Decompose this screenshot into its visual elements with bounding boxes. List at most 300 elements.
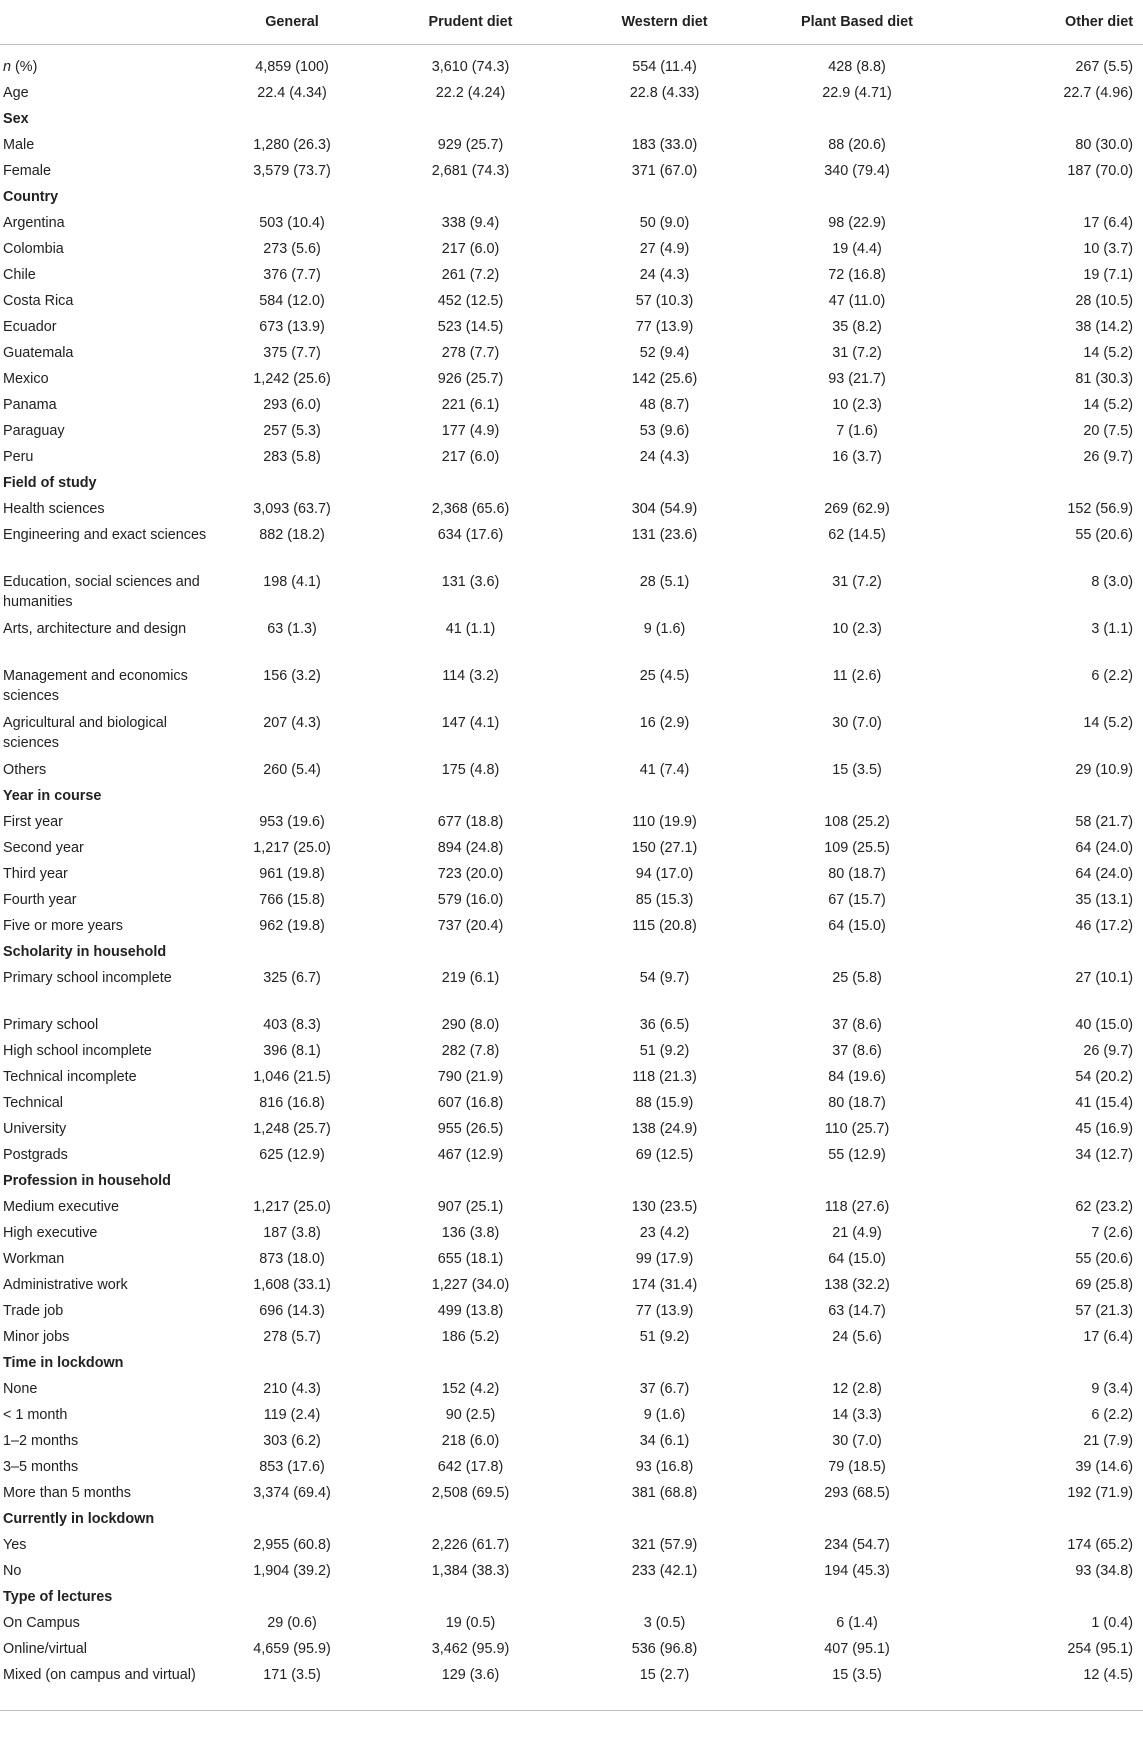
table-row xyxy=(0,341,1143,367)
table-row xyxy=(0,1325,1143,1351)
cell-western-diet: 142 (25.6) xyxy=(631,370,698,387)
row-label: University xyxy=(3,1120,67,1137)
section-label: Country xyxy=(3,188,59,205)
table-row xyxy=(0,810,1143,836)
cell-plant-based-diet: 37 (8.6) xyxy=(832,1016,882,1033)
cell-general: 396 (8.1) xyxy=(263,1042,321,1059)
cell-general: 283 (5.8) xyxy=(263,448,321,465)
row-label: Arts, architecture and design xyxy=(3,620,187,637)
row-label: Male xyxy=(3,136,35,153)
cell-plant-based-diet: 24 (5.6) xyxy=(832,1328,882,1345)
table-row xyxy=(0,570,1143,617)
cell-western-diet: 131 (23.6) xyxy=(631,526,698,543)
cell-plant-based-diet: 80 (18.7) xyxy=(828,1094,886,1111)
row-label: Paraguay xyxy=(3,422,65,439)
cell-prudent-diet: 186 (5.2) xyxy=(441,1328,500,1345)
cell-western-diet: 51 (9.2) xyxy=(639,1328,690,1345)
cell-western-diet: 304 (54.9) xyxy=(631,500,698,517)
row-label: Mexico xyxy=(3,370,49,387)
table-row xyxy=(0,81,1143,107)
cell-prudent-diet: 147 (4.1) xyxy=(441,714,500,731)
row-label: Education, social sciences and humanities xyxy=(3,573,200,610)
cell-prudent-diet: 175 (4.8) xyxy=(441,761,500,778)
section-header-row xyxy=(0,185,1143,211)
cell-general: 4,659 (95.9) xyxy=(253,1640,331,1657)
cell-prudent-diet: 790 (21.9) xyxy=(437,1068,504,1085)
cell-general: 816 (16.8) xyxy=(259,1094,325,1111)
cell-other-diet: 34 (12.7) xyxy=(1075,1146,1133,1163)
cell-general: 119 (2.4) xyxy=(263,1406,321,1423)
table-row xyxy=(0,758,1143,784)
header-plant-based-diet: Plant Based diet xyxy=(754,0,960,44)
cell-other-diet: 14 (5.2) xyxy=(1083,714,1133,731)
header-other-diet: Other diet xyxy=(960,0,1143,44)
table-row xyxy=(0,1611,1143,1637)
cell-western-diet: 50 (9.0) xyxy=(639,214,690,231)
cell-prudent-diet: 607 (16.8) xyxy=(437,1094,504,1111)
cell-other-diet: 26 (9.7) xyxy=(1083,448,1133,465)
row-label: Workman xyxy=(3,1250,65,1267)
cell-prudent-diet: 22.2 (4.24) xyxy=(435,84,506,101)
cell-plant-based-diet: 79 (18.5) xyxy=(828,1458,886,1475)
cell-prudent-diet: 217 (6.0) xyxy=(441,240,500,257)
cell-prudent-diet: 136 (3.8) xyxy=(441,1224,500,1241)
cell-general: 1,046 (21.5) xyxy=(253,1068,331,1085)
cell-general: 403 (8.3) xyxy=(263,1016,321,1033)
cell-general: 873 (18.0) xyxy=(259,1250,325,1267)
cell-western-diet: 174 (31.4) xyxy=(631,1276,698,1293)
table-row xyxy=(0,1195,1143,1221)
cell-prudent-diet: 2,508 (69.5) xyxy=(431,1484,510,1501)
cell-prudent-diet: 290 (8.0) xyxy=(441,1016,500,1033)
cell-plant-based-diet: 269 (62.9) xyxy=(824,500,890,517)
cell-western-diet: 85 (15.3) xyxy=(635,891,694,908)
header-blank xyxy=(0,0,218,44)
cell-prudent-diet: 3,610 (74.3) xyxy=(431,58,510,75)
cell-prudent-diet: 221 (6.1) xyxy=(441,396,500,413)
table-row xyxy=(0,1039,1143,1065)
cell-plant-based-diet: 108 (25.2) xyxy=(824,813,890,830)
cell-plant-based-diet: 35 (8.2) xyxy=(832,318,882,335)
cell-western-diet: 52 (9.4) xyxy=(639,344,690,361)
cell-plant-based-diet: 10 (2.3) xyxy=(832,620,882,637)
cell-other-diet: 17 (6.4) xyxy=(1083,1328,1133,1345)
cell-plant-based-diet: 21 (4.9) xyxy=(832,1224,882,1241)
cell-plant-based-diet: 138 (32.2) xyxy=(824,1276,890,1293)
cell-prudent-diet: 2,681 (74.3) xyxy=(431,162,510,179)
cell-prudent-diet: 452 (12.5) xyxy=(437,292,504,309)
cell-general: 3,093 (63.7) xyxy=(253,500,331,517)
table-row xyxy=(0,133,1143,159)
table-row xyxy=(0,1013,1143,1039)
cell-general: 260 (5.4) xyxy=(263,761,321,778)
cell-general: 1,608 (33.1) xyxy=(253,1276,331,1293)
table-row xyxy=(0,1143,1143,1169)
table-row xyxy=(0,1221,1143,1247)
cell-general: 584 (12.0) xyxy=(259,292,325,309)
cell-western-diet: 15 (2.7) xyxy=(639,1666,690,1683)
cell-western-diet: 22.8 (4.33) xyxy=(629,84,700,101)
cell-plant-based-diet: 11 (2.6) xyxy=(832,667,882,684)
cell-prudent-diet: 467 (12.9) xyxy=(437,1146,504,1163)
cell-other-diet: 81 (30.3) xyxy=(1075,370,1133,387)
cell-general: 673 (13.9) xyxy=(259,318,325,335)
cell-prudent-diet: 499 (13.8) xyxy=(437,1302,504,1319)
section-label: Currently in lockdown xyxy=(3,1510,155,1527)
cell-other-diet: 7 (2.6) xyxy=(1091,1224,1133,1241)
cell-western-diet: 130 (23.5) xyxy=(631,1198,698,1215)
section-header-row xyxy=(0,1351,1143,1377)
cell-western-diet: 69 (12.5) xyxy=(635,1146,694,1163)
cell-prudent-diet: 114 (3.2) xyxy=(442,667,499,684)
cell-other-diet: 57 (21.3) xyxy=(1075,1302,1133,1319)
cell-prudent-diet: 282 (7.8) xyxy=(441,1042,500,1059)
table-row xyxy=(0,1637,1143,1663)
section-label: Year in course xyxy=(3,787,102,804)
cell-general: 210 (4.3) xyxy=(263,1380,321,1397)
table-row xyxy=(0,1117,1143,1143)
row-label: Age xyxy=(3,84,29,101)
cell-other-diet: 174 (65.2) xyxy=(1067,1536,1133,1553)
cell-general: 696 (14.3) xyxy=(259,1302,325,1319)
cell-other-diet: 254 (95.1) xyxy=(1067,1640,1133,1657)
row-label: Ecuador xyxy=(3,318,57,335)
cell-general: 198 (4.1) xyxy=(263,573,321,590)
cell-western-diet: 24 (4.3) xyxy=(639,448,690,465)
table-row xyxy=(0,1091,1143,1117)
cell-other-diet: 39 (14.6) xyxy=(1075,1458,1133,1475)
cell-plant-based-diet: 407 (95.1) xyxy=(824,1640,890,1657)
cell-plant-based-diet: 110 (25.7) xyxy=(824,1120,890,1137)
cell-other-diet: 3 (1.1) xyxy=(1091,620,1133,637)
table-row xyxy=(0,1429,1143,1455)
cell-prudent-diet: 926 (25.7) xyxy=(437,370,504,387)
cell-plant-based-diet: 63 (14.7) xyxy=(828,1302,886,1319)
cell-general: 171 (3.5) xyxy=(263,1666,321,1683)
row-label: Yes xyxy=(3,1536,27,1553)
cell-other-diet: 12 (4.5) xyxy=(1083,1666,1133,1683)
cell-plant-based-diet: 64 (15.0) xyxy=(828,1250,886,1267)
cell-plant-based-diet: 47 (11.0) xyxy=(828,292,886,309)
cell-other-diet: 93 (34.8) xyxy=(1075,1562,1133,1579)
row-label: Others xyxy=(3,761,47,778)
cell-western-diet: 554 (11.4) xyxy=(632,58,697,75)
cell-plant-based-diet: 88 (20.6) xyxy=(828,136,886,153)
cell-prudent-diet: 219 (6.1) xyxy=(441,969,500,986)
cell-other-diet: 58 (21.7) xyxy=(1075,813,1133,830)
cell-western-diet: 53 (9.6) xyxy=(639,422,690,439)
cell-western-diet: 34 (6.1) xyxy=(639,1432,690,1449)
row-label: Argentina xyxy=(3,214,65,231)
table-row xyxy=(0,1247,1143,1273)
section-header-row xyxy=(0,1507,1143,1533)
cell-plant-based-diet: 31 (7.2) xyxy=(832,344,882,361)
cell-prudent-diet: 2,368 (65.6) xyxy=(431,500,510,517)
section-label: Scholarity in household xyxy=(3,943,167,960)
table-row xyxy=(0,1559,1143,1585)
table-row xyxy=(0,159,1143,185)
cell-other-diet: 64 (24.0) xyxy=(1075,839,1133,856)
cell-general: 303 (6.2) xyxy=(263,1432,321,1449)
cell-prudent-diet: 41 (1.1) xyxy=(445,620,496,637)
cell-western-diet: 36 (6.5) xyxy=(639,1016,690,1033)
table-row xyxy=(0,289,1143,315)
cell-general: 503 (10.4) xyxy=(259,214,325,231)
cell-general: 1,280 (26.3) xyxy=(253,136,331,153)
cell-western-diet: 27 (4.9) xyxy=(639,240,690,257)
cell-plant-based-diet: 428 (8.8) xyxy=(828,58,886,75)
section-header-row xyxy=(0,471,1143,497)
cell-western-diet: 118 (21.3) xyxy=(632,1068,697,1085)
cell-western-diet: 93 (16.8) xyxy=(635,1458,694,1475)
cell-prudent-diet: 261 (7.2) xyxy=(441,266,500,283)
row-label: Peru xyxy=(3,448,34,465)
cell-general: 1,242 (25.6) xyxy=(253,370,331,387)
header-western-diet: Western diet xyxy=(575,0,754,44)
row-label-italic: n xyxy=(3,58,12,75)
cell-plant-based-diet: 22.9 (4.71) xyxy=(822,84,892,101)
table-row xyxy=(0,445,1143,471)
row-label: 1–2 months xyxy=(3,1432,79,1449)
table-row xyxy=(0,1377,1143,1403)
table-row xyxy=(0,836,1143,862)
cell-western-diet: 99 (17.9) xyxy=(635,1250,694,1267)
row-label: None xyxy=(3,1380,38,1397)
cell-general: 325 (6.7) xyxy=(263,969,321,986)
section-label: Type of lectures xyxy=(3,1588,113,1605)
cell-prudent-diet: 1,384 (38.3) xyxy=(431,1562,510,1579)
table-row xyxy=(0,419,1143,445)
row-label: Costa Rica xyxy=(3,292,74,309)
cell-other-diet: 267 (5.5) xyxy=(1075,58,1133,75)
cell-general: 293 (6.0) xyxy=(263,396,321,413)
cell-western-diet: 321 (57.9) xyxy=(631,1536,698,1553)
cell-plant-based-diet: 15 (3.5) xyxy=(832,1666,882,1683)
table-row xyxy=(0,1273,1143,1299)
cell-prudent-diet: 655 (18.1) xyxy=(437,1250,504,1267)
cell-other-diet: 6 (2.2) xyxy=(1091,1406,1133,1423)
cell-western-diet: 94 (17.0) xyxy=(635,865,694,882)
cell-plant-based-diet: 25 (5.8) xyxy=(832,969,882,986)
table-row xyxy=(0,263,1143,289)
cell-general: 4,859 (100) xyxy=(255,58,329,75)
cell-plant-based-diet: 72 (16.8) xyxy=(828,266,886,283)
cell-other-diet: 20 (7.5) xyxy=(1083,422,1133,439)
table-row xyxy=(0,1455,1143,1481)
row-label: Technical incomplete xyxy=(3,1068,137,1085)
cell-plant-based-diet: 15 (3.5) xyxy=(832,761,882,778)
cell-other-diet: 55 (20.6) xyxy=(1075,526,1133,543)
cell-general: 953 (19.6) xyxy=(259,813,325,830)
cell-other-diet: 35 (13.1) xyxy=(1075,891,1133,908)
table-row xyxy=(0,497,1143,523)
cell-prudent-diet: 3,462 (95.9) xyxy=(431,1640,510,1657)
cell-general: 3,374 (69.4) xyxy=(253,1484,331,1501)
cell-western-diet: 115 (20.8) xyxy=(632,917,697,934)
cell-prudent-diet: 131 (3.6) xyxy=(441,573,500,590)
cell-western-diet: 77 (13.9) xyxy=(635,1302,694,1319)
cell-general: 156 (3.2) xyxy=(263,667,321,684)
cell-other-diet: 26 (9.7) xyxy=(1083,1042,1133,1059)
table-row xyxy=(0,914,1143,940)
row-label: First year xyxy=(3,813,63,830)
cell-prudent-diet: 278 (7.7) xyxy=(441,344,500,361)
cell-prudent-diet: 955 (26.5) xyxy=(437,1120,504,1137)
cell-other-diet: 152 (56.9) xyxy=(1067,500,1133,517)
section-header-row xyxy=(0,1585,1143,1611)
table-row xyxy=(0,888,1143,914)
cell-western-diet: 28 (5.1) xyxy=(639,573,690,590)
cell-plant-based-diet: 67 (15.7) xyxy=(828,891,886,908)
table-row xyxy=(0,862,1143,888)
cell-other-diet: 64 (24.0) xyxy=(1075,865,1133,882)
section-header-row xyxy=(0,940,1143,966)
cell-plant-based-diet: 118 (27.6) xyxy=(824,1198,890,1215)
cell-other-diet: 38 (14.2) xyxy=(1075,318,1133,335)
section-header-row xyxy=(0,1169,1143,1195)
table-row xyxy=(0,367,1143,393)
cell-prudent-diet: 642 (17.8) xyxy=(437,1458,504,1475)
row-label: Fourth year xyxy=(3,891,77,908)
table-row xyxy=(0,1065,1143,1091)
table-body xyxy=(0,44,1143,1710)
table-row xyxy=(0,1533,1143,1559)
table-row xyxy=(0,237,1143,263)
cell-prudent-diet: 1,227 (34.0) xyxy=(431,1276,510,1293)
cell-other-diet: 9 (3.4) xyxy=(1091,1380,1133,1397)
cell-other-diet: 69 (25.8) xyxy=(1075,1276,1133,1293)
cell-prudent-diet: 2,226 (61.7) xyxy=(431,1536,510,1553)
cell-plant-based-diet: 55 (12.9) xyxy=(828,1146,886,1163)
cell-general: 1,248 (25.7) xyxy=(253,1120,331,1137)
section-label: Field of study xyxy=(3,474,97,491)
table-row xyxy=(0,664,1143,711)
cell-prudent-diet: 523 (14.5) xyxy=(437,318,504,335)
cell-other-diet: 22.7 (4.96) xyxy=(1063,84,1133,101)
row-label: More than 5 months xyxy=(3,1484,131,1501)
row-label: Engineering and exact sciences xyxy=(3,526,207,543)
cell-other-diet: 14 (5.2) xyxy=(1083,396,1133,413)
cell-prudent-diet: 634 (17.6) xyxy=(437,526,504,543)
cell-other-diet: 46 (17.2) xyxy=(1075,917,1133,934)
row-label: On Campus xyxy=(3,1614,80,1631)
cell-prudent-diet: 737 (20.4) xyxy=(437,917,504,934)
row-label: Panama xyxy=(3,396,57,413)
row-label: Third year xyxy=(3,865,68,882)
row-label: Administrative work xyxy=(3,1276,128,1293)
table-row xyxy=(0,1403,1143,1429)
cell-western-diet: 88 (15.9) xyxy=(635,1094,694,1111)
row-label: Medium executive xyxy=(3,1198,119,1215)
section-header-row xyxy=(0,784,1143,810)
cell-plant-based-diet: 98 (22.9) xyxy=(828,214,886,231)
cell-plant-based-diet: 84 (19.6) xyxy=(828,1068,886,1085)
table-row xyxy=(0,1481,1143,1507)
cell-other-diet: 28 (10.5) xyxy=(1075,292,1133,309)
cell-general: 29 (0.6) xyxy=(267,1614,317,1631)
cell-western-diet: 54 (9.7) xyxy=(639,969,690,986)
cell-general: 1,217 (25.0) xyxy=(253,839,331,856)
cell-other-diet: 1 (0.4) xyxy=(1091,1614,1133,1631)
table-row xyxy=(0,55,1143,81)
cell-general: 273 (5.6) xyxy=(263,240,321,257)
spacer-row xyxy=(0,44,1143,55)
cell-plant-based-diet: 62 (14.5) xyxy=(828,526,886,543)
cell-other-diet: 10 (3.7) xyxy=(1083,240,1133,257)
cell-general: 962 (19.8) xyxy=(259,917,325,934)
cell-western-diet: 381 (68.8) xyxy=(631,1484,698,1501)
cell-other-diet: 45 (16.9) xyxy=(1075,1120,1133,1137)
cell-general: 961 (19.8) xyxy=(259,865,325,882)
row-label: Postgrads xyxy=(3,1146,68,1163)
cell-other-diet: 54 (20.2) xyxy=(1075,1068,1133,1085)
cell-plant-based-diet: 31 (7.2) xyxy=(832,573,882,590)
row-label: High executive xyxy=(3,1224,98,1241)
table-row xyxy=(0,523,1143,570)
section-label: Time in lockdown xyxy=(3,1354,124,1371)
cell-plant-based-diet: 30 (7.0) xyxy=(832,714,882,731)
cell-prudent-diet: 129 (3.6) xyxy=(441,1666,500,1683)
cell-other-diet: 17 (6.4) xyxy=(1083,214,1133,231)
row-label: Online/virtual xyxy=(3,1640,87,1657)
cell-general: 375 (7.7) xyxy=(263,344,321,361)
cell-plant-based-diet: 109 (25.5) xyxy=(824,839,890,856)
cell-western-diet: 9 (1.6) xyxy=(643,620,686,637)
cell-other-diet: 14 (5.2) xyxy=(1083,344,1133,361)
cell-western-diet: 150 (27.1) xyxy=(631,839,698,856)
table-row xyxy=(0,315,1143,341)
table-row xyxy=(0,393,1143,419)
cell-general: 766 (15.8) xyxy=(259,891,325,908)
cell-general: 257 (5.3) xyxy=(263,422,321,439)
cell-prudent-diet: 338 (9.4) xyxy=(441,214,500,231)
cell-western-diet: 3 (0.5) xyxy=(643,1614,686,1631)
cell-plant-based-diet: 10 (2.3) xyxy=(832,396,882,413)
cell-general: 376 (7.7) xyxy=(263,266,321,283)
cell-general: 1,904 (39.2) xyxy=(253,1562,331,1579)
cell-western-diet: 24 (4.3) xyxy=(639,266,690,283)
cell-plant-based-diet: 340 (79.4) xyxy=(824,162,890,179)
row-label: Management and economics sciences xyxy=(3,667,188,704)
header-prudent-diet: Prudent diet xyxy=(366,0,575,44)
cell-general: 278 (5.7) xyxy=(263,1328,321,1345)
cell-prudent-diet: 723 (20.0) xyxy=(437,865,504,882)
table-row xyxy=(0,711,1143,758)
row-label: Guatemala xyxy=(3,344,74,361)
cell-other-diet: 29 (10.9) xyxy=(1075,761,1133,778)
row-label: Chile xyxy=(3,266,36,283)
cell-western-diet: 16 (2.9) xyxy=(639,714,690,731)
cell-other-diet: 41 (15.4) xyxy=(1075,1094,1133,1111)
cell-western-diet: 371 (67.0) xyxy=(631,162,698,179)
header-row xyxy=(0,0,1143,44)
section-header-row xyxy=(0,107,1143,133)
section-label: Sex xyxy=(3,110,29,127)
cell-prudent-diet: 929 (25.7) xyxy=(437,136,504,153)
row-label: Female xyxy=(3,162,51,179)
cell-general: 207 (4.3) xyxy=(263,714,321,731)
table-row xyxy=(0,211,1143,237)
cell-other-diet: 21 (7.9) xyxy=(1083,1432,1133,1449)
table-row xyxy=(0,1299,1143,1325)
row-label xyxy=(0,55,218,81)
cell-prudent-diet: 894 (24.8) xyxy=(437,839,504,856)
table-row xyxy=(0,1663,1143,1711)
cell-general: 853 (17.6) xyxy=(259,1458,325,1475)
row-label: Health sciences xyxy=(3,500,105,517)
cell-prudent-diet: 177 (4.9) xyxy=(441,422,500,439)
cell-prudent-diet: 907 (25.1) xyxy=(437,1198,504,1215)
